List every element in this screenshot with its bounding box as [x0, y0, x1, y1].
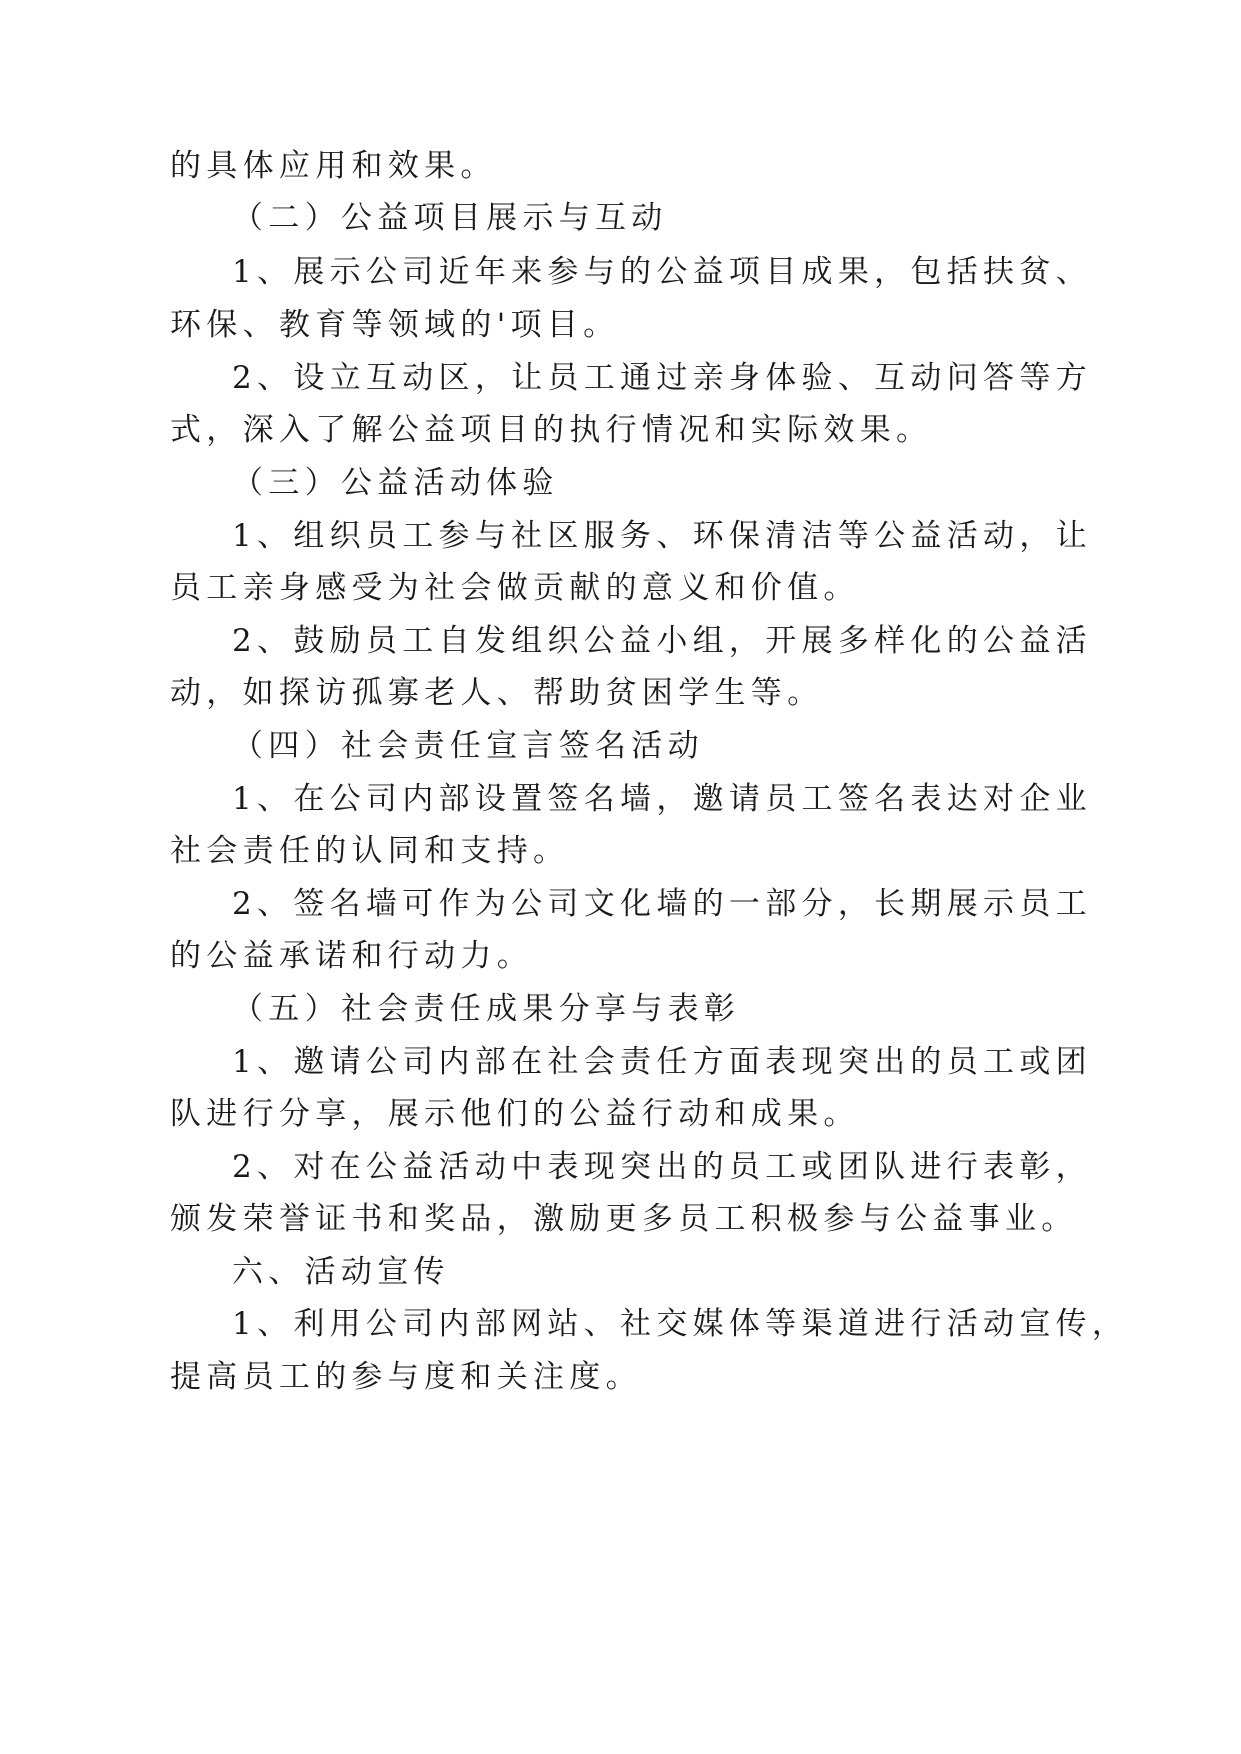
paragraph-line: 1、利用公司内部网站、社交媒体等渠道进行活动宣传，	[232, 1306, 1129, 1342]
paragraph-line: 的具体应用和效果。	[170, 148, 497, 184]
paragraph-line: 提高员工的参与度和关注度。	[170, 1359, 642, 1395]
section-heading: （五）社会责任成果分享与表彰	[232, 991, 741, 1027]
paragraph-line: 2、鼓励员工自发组织公益小组，开展多样化的公益活	[232, 623, 1092, 659]
paragraph-line: 2、对在公益活动中表现突出的员工或团队进行表彰，	[232, 1149, 1092, 1185]
section-heading: （四）社会责任宣言签名活动	[232, 728, 704, 764]
paragraph-line: 环保、教育等领域的'项目。	[170, 307, 620, 343]
paragraph-line: 1、组织员工参与社区服务、环保清洁等公益活动，让	[232, 518, 1092, 554]
section-heading: （三）公益活动体验	[232, 465, 559, 501]
paragraph-line: 员工亲身感受为社会做贡献的意义和价值。	[170, 570, 860, 606]
paragraph-line: 队进行分享，展示他们的公益行动和成果。	[170, 1096, 860, 1132]
paragraph-line: 社会责任的认同和支持。	[170, 833, 570, 869]
paragraph-line: 1、邀请公司内部在社会责任方面表现突出的员工或团	[232, 1044, 1092, 1080]
section-heading: （二）公益项目展示与互动	[232, 200, 668, 236]
section-heading: 六、活动宣传	[232, 1254, 450, 1290]
paragraph-line: 1、在公司内部设置签名墙，邀请员工签名表达对企业	[232, 781, 1092, 817]
paragraph-line: 1、展示公司近年来参与的公益项目成果，包括扶贫、	[232, 254, 1092, 290]
paragraph-line: 的公益承诺和行动力。	[170, 938, 533, 974]
paragraph-line: 2、签名墙可作为公司文化墙的一部分，长期展示员工	[232, 886, 1092, 922]
paragraph-line: 式，深入了解公益项目的执行情况和实际效果。	[170, 412, 933, 448]
paragraph-line: 动，如探访孤寡老人、帮助贫困学生等。	[170, 675, 824, 711]
paragraph-line: 2、设立互动区，让员工通过亲身体验、互动问答等方	[232, 360, 1092, 396]
paragraph-line: 颁发荣誉证书和奖品，激励更多员工积极参与公益事业。	[170, 1201, 1078, 1237]
